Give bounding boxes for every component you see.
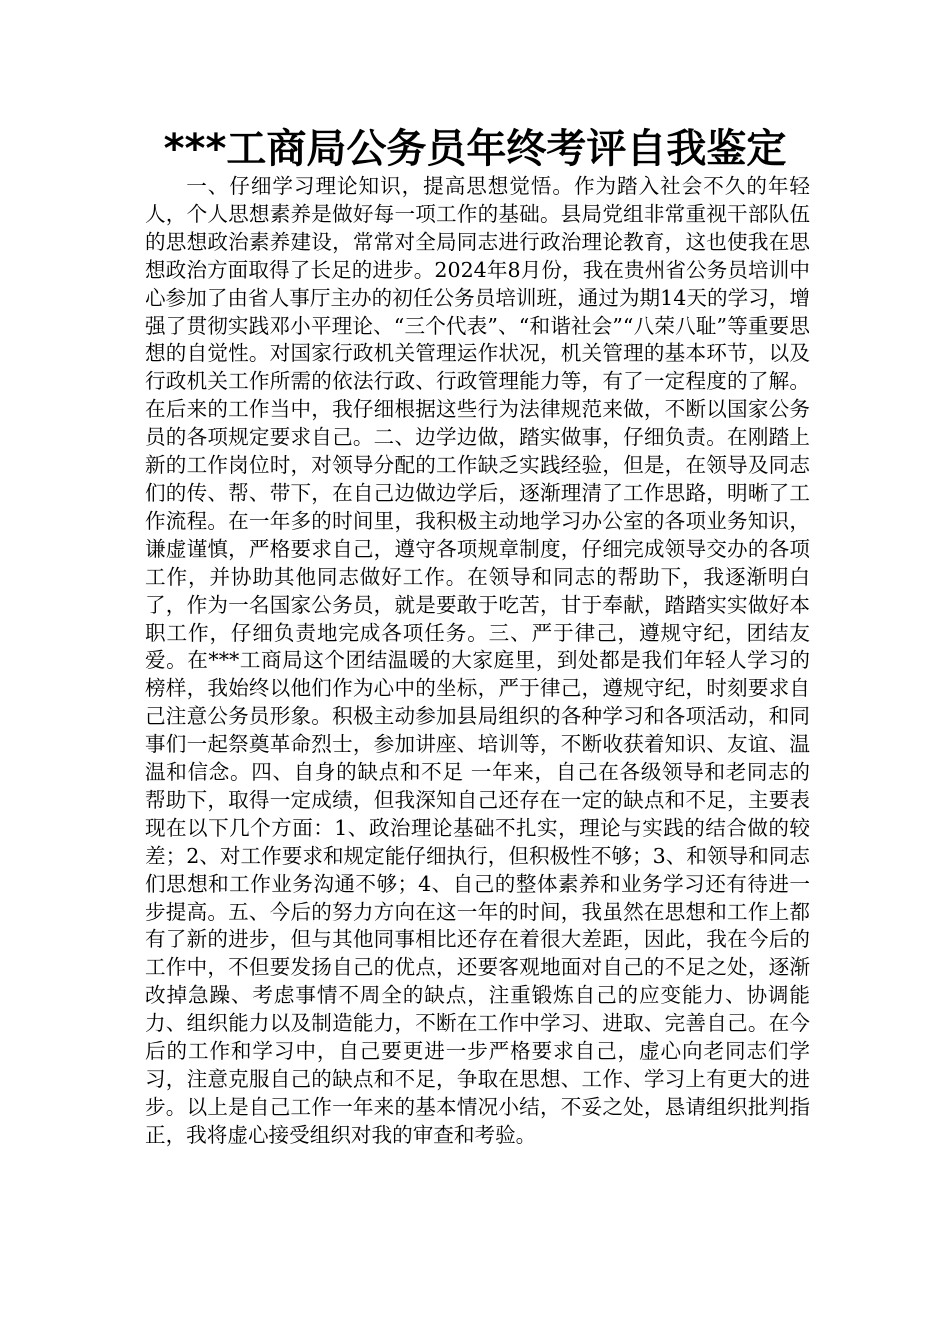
document-title: ***工商局公务员年终考评自我鉴定 <box>163 126 787 172</box>
document-body: 一、仔细学习理论知识，提高思想觉悟。作为踏入社会不久的年轻人，个人思想素养是做好每一项工作的基础。县局党组非常重视干部队伍的思想政治素养建设，常常对全局同志进行政治理论教育，这也使我在思想政治方面取得了长足的进步。2024年8月份，我在贵州省公务员培训中心参加了由省人事厅主办的初任公务员培训班，通过为期14天的学习，增强了贯彻实践邓小平理论、“三个代表”、“和谐社会”“八荣八耻”等重要思想的自觉性。对国家行政机关管理运作状况，机关管理的基本环节，以及行政机关工作所需的依法行政、行政管理能力等，有了一定程度的了解。在后来的工作当中，我仔细根据这些行为法律规范来做，不断以国家公务员的各项规定要求自己。二、边学边做，踏实做事，仔细负责。在刚踏上新的工作岗位时，对领导分配的工作缺乏实践经验，但是，在领导及同志们的传、帮、带下，在自己边做边学后，逐渐理清了工作思路，明晰了工作流程。在一年多的时间里，我积极主动地学习办公室的各项业务知识，谦虚谨慎，严格要求自己，遵守各项规章制度，仔细完成领导交办的各项工作，并协助其他同志做好工作。在领导和同志的帮助下，我逐渐明白了，作为一名国家公务员，就是要敢于吃苦，甘于奉献，踏踏实实做好本职工作，仔细负责地完成各项任务。三、严于律己，遵规守纪，团结友爱。在***工商局这个团结温暖的大家庭里，到处都是我们年轻人学习的榜样，我始终以他们作为心中的坐标，严于律己，遵规守纪，时刻要求自己注意公务员形象。积极主动参加县局组织的各种学习和各项活动，和同事们一起祭奠革命烈士，参加讲座、培训等，不断收获着知识、友谊、温温和信念。四、自身的缺点和不足 一年来，自己在各级领导和老同志的帮助下，取得一定成绩，但我深知自己还存在一定的缺点和不足，主要表现在以下几个方面：1、政治理论基础不扎实，理论与实践的结合做的较差；2、对工作要求和规定能仔细执行，但积极性不够；3、和领导和同志们思想和工作业务沟通不够；4、自己的整体素养和业务学习还有待进一步提高。五、今后的努力方向在这一年的时间，我虽然在思想和工作上都有了新的进步，但与其他同事相比还存在着很大差距，因此，我在今后的工作中，不但要发扬自己的优点，还要客观地面对自己的不足之处，逐渐改掉急躁、考虑事情不周全的缺点，注重锻炼自己的应变能力、协调能力、组织能力以及制造能力，不断在工作中学习、进取、完善自己。在今后的工作和学习中，自己要更进一步严格要求自己，虚心向老同志们学习，注意克服自己的缺点和不足，争取在思想、工作、学习上有更大的进步。以上是自己工作一年来的基本情况小结，不妥之处，恳请组织批判指正，我将虚心接受组织对我的审查和考验。 <box>145 174 810 1147</box>
